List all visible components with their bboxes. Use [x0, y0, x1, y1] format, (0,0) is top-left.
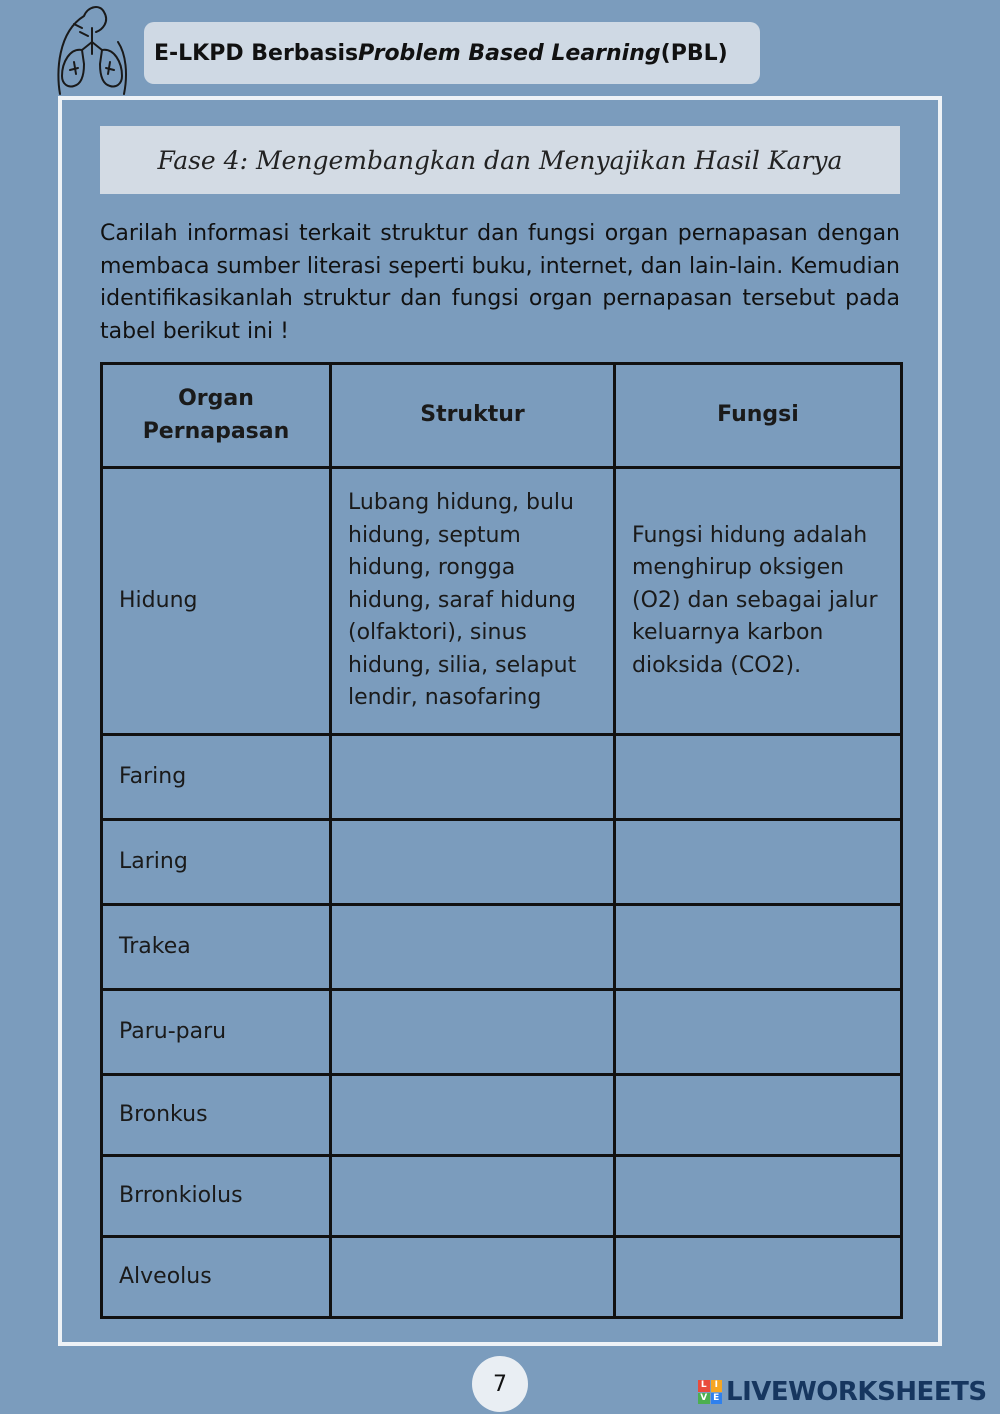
- table-row: [102, 820, 902, 905]
- table-row: [102, 735, 902, 820]
- struktur-cell[interactable]: [331, 1237, 615, 1318]
- organ-name: Brronkiolus: [102, 1156, 331, 1237]
- table-row: [102, 1156, 902, 1237]
- fungsi-cell[interactable]: Fungsi hidung adalah menghirup oksigen (O2) dan sebagai jalur keluarnya karbon dioksida (CO2).: [615, 468, 902, 735]
- fungsi-cell[interactable]: [615, 905, 902, 990]
- header-banner: [144, 22, 760, 84]
- page-number: 7: [472, 1356, 528, 1412]
- fungsi-cell[interactable]: [615, 1075, 902, 1156]
- fungsi-cell[interactable]: [615, 735, 902, 820]
- organ-name: Laring: [102, 820, 331, 905]
- struktur-cell[interactable]: [331, 820, 615, 905]
- header-title-part2: Problem Based Learning: [358, 40, 661, 66]
- liveworksheets-logo-icon: L I V E: [698, 1380, 722, 1404]
- table-row: [102, 1075, 902, 1156]
- struktur-cell[interactable]: [331, 905, 615, 990]
- header-title-part1: E-LKPD Berbasis: [154, 40, 359, 66]
- fungsi-cell[interactable]: [615, 820, 902, 905]
- struktur-cell[interactable]: [331, 1075, 615, 1156]
- instruction-text: Carilah informasi terkait struktur dan fungsi organ pernapasan dengan membaca sumber literasi seperti buku, internet, dan lain-lain. Kemudian identifikasikanlah struktur dan fungsi organ pernapasan tersebut pada tabel berikut ini !: [100, 221, 900, 344]
- header-title-part3: (PBL): [660, 40, 728, 66]
- header-organ: Organ Pernapasan: [102, 364, 331, 468]
- table-row: [102, 905, 902, 990]
- organ-name: Bronkus: [102, 1075, 331, 1156]
- organ-table: [100, 362, 903, 1319]
- watermark-text: LIVEWORKSHEETS: [726, 1377, 987, 1407]
- fungsi-cell[interactable]: [615, 1237, 902, 1318]
- fungsi-cell[interactable]: [615, 1156, 902, 1237]
- table-row: [102, 468, 902, 735]
- header-fungsi: Fungsi: [615, 364, 902, 468]
- struktur-cell[interactable]: Lubang hidung, bulu hidung, septum hidung, rongga hidung, saraf hidung (olfaktori), sinus hidung, silia, selaput lendir, nasofaring: [331, 468, 615, 735]
- struktur-cell[interactable]: [331, 1156, 615, 1237]
- fungsi-cell[interactable]: [615, 990, 902, 1075]
- header-struktur: Struktur: [331, 364, 615, 468]
- phase-title: Fase 4: Mengembangkan dan Menyajikan Hasil Karya: [100, 126, 900, 194]
- organ-name: Faring: [102, 735, 331, 820]
- organ-name: Hidung: [102, 468, 331, 735]
- struktur-cell[interactable]: [331, 735, 615, 820]
- table-row: [102, 990, 902, 1075]
- struktur-cell[interactable]: [331, 990, 615, 1075]
- organ-name: Paru-paru: [102, 990, 331, 1075]
- lungs-icon: [52, 2, 132, 96]
- table-header-row: [102, 364, 902, 468]
- table-row: [102, 1237, 902, 1318]
- organ-name: Trakea: [102, 905, 331, 990]
- liveworksheets-watermark: [698, 1374, 987, 1410]
- organ-name: Alveolus: [102, 1237, 331, 1318]
